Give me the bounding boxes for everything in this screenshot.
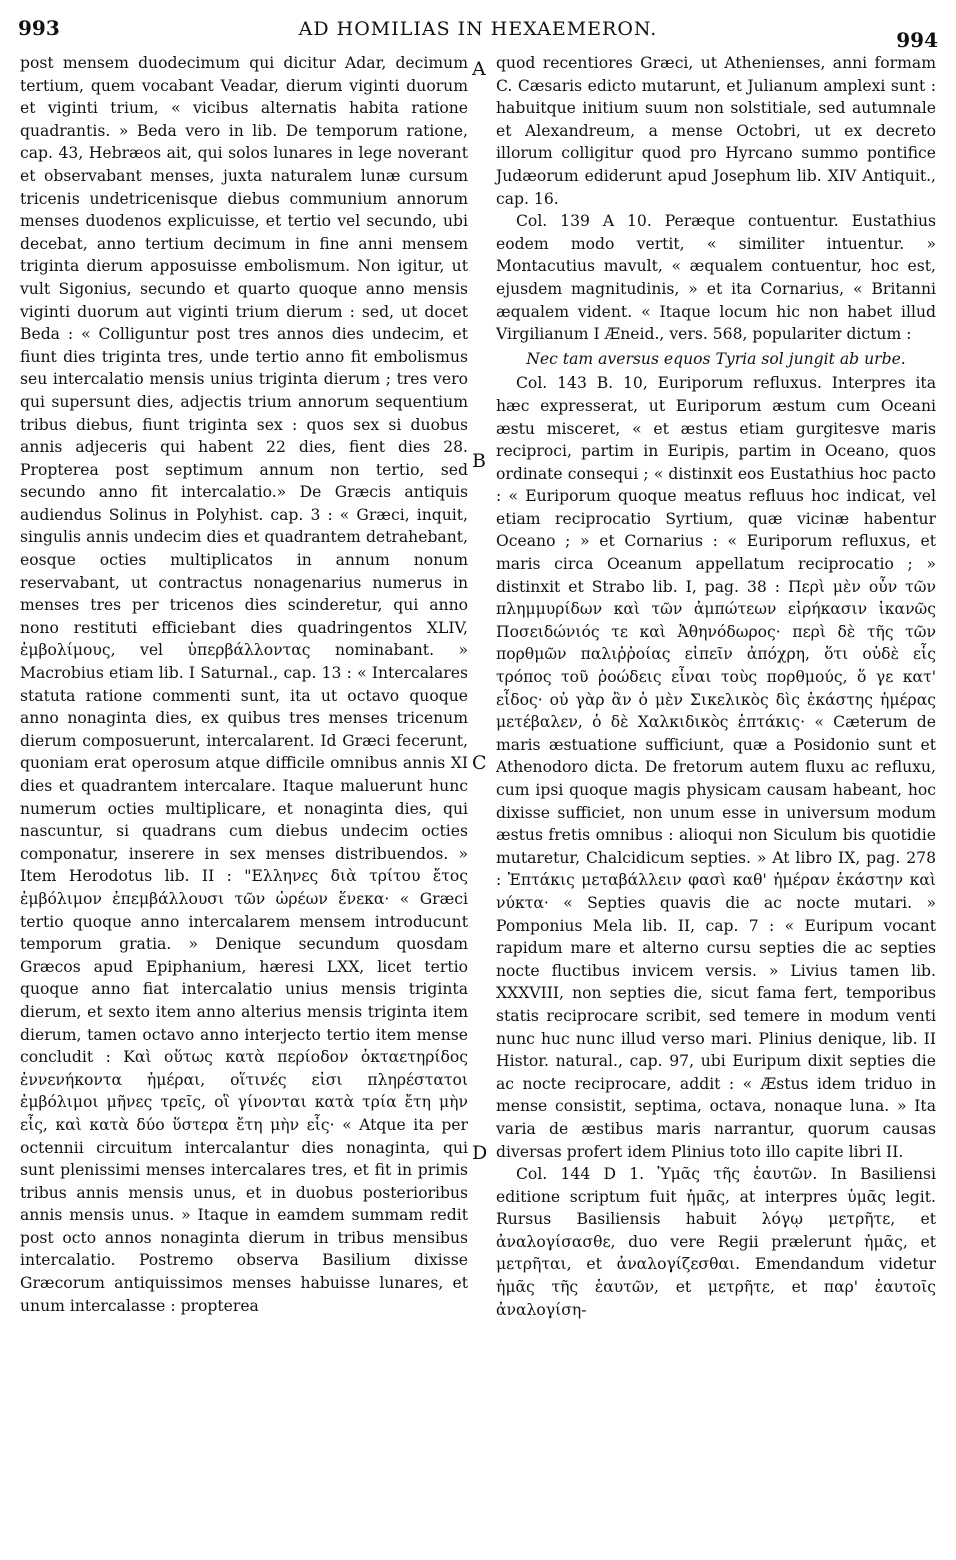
margin-marker-b: B (472, 450, 486, 472)
left-column-text: post mensem duodecimum qui dicitur Adar, decimum tertium, quem vocabant Veadar, dierum viginti duorum et viginti trium, « vicibus alternatis habita ratione quadrantis. » Beda vero in lib. De temporum ratione, cap. 43, Hebræos ait, qui solos lunares in lege noverant et observabant menses, juxta naturalem lunæ cursum tricenis undetricenisque diebus communium annorum menses duodenos explicuisse, et tertio vel secundo, ubi decebat, anno tertium decimum in fine anni mensem triginta dierum apposuisse embolismum. Non igitur, ut vult Sigonius, secundo et quarto quoque anno mensis viginti duorum aut viginti trium dierum : sed, ut docet Beda : « Colliguntur post tres annos dies undecim, et fiunt dies triginta tres, unde tertio anno fit embolismus seu intercalatio mensis unius triginta dierum ; tres vero qui supersunt dies, adjectis trium annorum sequentium tribus diebus, fiunt triginta sex : quos sex si duobus annis adjeceris qui habent 22 dies, fient dies 28. Propterea post septimum annum non tertio, sed secundo anno fit intercalatio.» De Græcis antiquis audiendus Solinus in Polyhist. cap. 3 : « Græci, inquit, singulis annis undecim dies et quadrantem detrahebant, eosque octies multiplicatos in annum nonum reservabant, ut contractus nonagenarius numerus in menses tres per tricenos dies scinderetur, qui anno nono restituti efficiebant dies quadringentos XLIV, ἐμβολίμους, vel ὑπερβάλλοντας nominabant. » Macrobius etiam lib. I Saturnal., cap. 13 : « Intercalares statuta ratione commenti sunt, ita ut octavo quoque anno nonaginta dies, ex quibus tres menses tricenum dierum composuerunt, intercalarent. Id Græci fecerunt, quoniam erat operosum atque difficile omnibus annis XI dies et quadrantem intercalare. Itaque maluerunt hunc numerum octies multiplicare, et nonaginta dies, qui nascuntur, si quadrans cum diebus undecim octies componatur, inserere in sex menses distribuendos. » Item Herodotus lib. II : "Ελληνες διὰ τρίτου ἔτος ἐμβόλιμον ἐπεμβάλλουσι τῶν ὡρέων ἕνεκα· « Græci tertio quoque anno intercalarem mensem introducunt temporum gratia. » Denique secundum quosdam Græcos apud Epiphanium, hæresi LXX, licet tertio quoque anno fiat intercalatio unius mensis triginta dierum, et sexto item anno alterius mensis triginta item dierum, tamen octavo anno interjecto tertio item mense concludit : Καὶ οὕτως κατὰ περίοδον ὀκταετηρίδος ἐννενήκοντα ἡμέραι, οἵτινές εἰσι πληρέστατοι ἐμβόλιμοι μῆνες τρεῖς, οἳ γίνονται κατὰ τρία ἔτη μὴν εἷς, καὶ κατὰ δύο ὕστερα ἔτη μὴν εἷς· « Atque ita per octennii circuitum intercalantur dies nonaginta, qui sunt plenissimi menses intercalares tres, et fit in primis tribus annis mensis unus, et in duobus posterioribus annis mensis unus. » Itaque in eamdem summam redit post octo annos nonaginta dierum in tribus mensibus intercalatio. Postremo observa Basilium dixisse Græcorum antiquissimos menses habuisse lunares, et unum intercalasse : propterea (20, 54, 468, 1315)
right-paragraph-3: Col. 143 B. 10, Euriporum refluxus. Interpres ita hæc expresserat, ut Euriporum æstum cum Oceani æstu misceret, « et æstus etiam gurgitesve maris reciproci, partim in Euripis, partim in Oceano, quos ordinate consequi ; « distinxit eos Eustathius hoc pacto : « Euriporum quoque meatus refluus hoc indicat, vel etiam reciprocatio Syrtium, quæ vicinæ habentur Oceano ; » et Cornarius : « Euriporum refluxus, et maris circa Oceanum appellatum reciprocatio ; » distinxit et Strabo lib. I, pag. 38 : Περὶ μὲν οὖν τῶν πλημμυρίδων καὶ τῶν ἀμπώτεων εἰρήκασιν ἱκανῶς Ποσειδώνιός τε καὶ Ἀθηνόδωρος· περὶ δὲ τῆς τῶν πορθμῶν παλιῤῥοίας εἰπεῖν ἀπόχρη, ὅτι οὐδὲ εἷς τρόπος τοῦ ῥοώδεις εἶναι τοὺς πορθμούς, ὅ γε κατ' εἶδος· οὐ γὰρ ἂν ὁ μὲν Σικελικὸς δὶς ἑκάστης ἡμέρας μετέβαλεν, ὁ δὲ Χαλκιδικὸς ἑπτάκις· « Cæterum de maris æstuatione sufficiunt, quæ a Posidonio sunt et Athenodoro dicta. De fretorum autem fluxu ac refluxu, cum ipsi quoque magis physicam causam habeant, hoc dixisse sufficiet, non unum esse in universum modum æstus fretis omnibus : alioqui non Siculum bis quotidie mutaretur, Chalcidicum septies. » At libro IX, pag. 278 : Ἑπτάκις μεταβάλλειν φασὶ καθ' ἡμέραν ἑκάστην καὶ νύκτα· « Septies quavis die ac nocte mutari. » Pomponius Mela lib. II, cap. 7 : « Euripum vocant rapidum mare et alterno cursu septies die ac septies nocte fluctibus invicem versis. » Livius tamen lib. XXXVIII, non septies die, sicut fama fert, temporibus statis reciprocare scribit, sed temere in modum venti nunc huc nunc illud verso mari. Plinius denique, lib. II Histor. natural., cap. 97, ubi Euripum dixit septies die ac nocte reciprocare, addit : « Æstus idem triduo in mense consistit, septima, octava, nonaque luna. » Ita varia de æstibus maris narrantur, quorum causas diversas profert idem Plinius toto illo capite libri II. (496, 374, 936, 1161)
margin-marker-c: C (472, 752, 487, 774)
verse-quote: Nec tam aversus equos Tyria sol jungit ab urbe. (526, 349, 906, 368)
page-number-right: 994 (896, 28, 938, 52)
right-column (496, 52, 936, 1321)
right-paragraph-1: quod recentiores Græci, ut Athenienses, anni formam C. Cæsaris edicto mutarunt, et Julianum amplexi sunt : habuitque initium suum non solstitiale, sed autumnale et Alexandreum, a mense Octobri, ut ex decreto illorum colligitur quod pro Hyrcano summo pontifice Judæorum ediderunt apud Josephum lib. XIV Antiquit., cap. 16. (496, 54, 936, 208)
margin-marker-d: D (472, 1142, 488, 1164)
margin-marker-a: A (472, 58, 486, 80)
page-header (0, 14, 956, 52)
page-number-left: 993 (18, 16, 60, 40)
right-paragraph-4: Col. 144 D 1. Ὑμᾶς τῆς ἑαυτῶν. In Basiliensi editione scriptum fuit ἡμᾶς, at interpres ὑμᾶς legit. Rursus Basiliensis habuit λόγῳ μετρῆτε, et ἀναλογίσασθε, duo vere Regii prælerunt ἡμᾶς, et μετρῆται, et ἀναλογίζεσθαι. Emendandum videtur ἡμᾶς τῆς ἑαυτῶν, et μετρῆτε, et παρ' ἑαυτοῖς ἀναλογίση- (496, 1165, 936, 1319)
right-paragraph-2: Col. 139 A 10. Peræque contuentur. Eustathius eodem modo vertit, « similiter intuentur. » Montacutius mavult, « æqualem contuentur, hoc est, ejusdem magnitudinis, » et ita Cornarius, « Britanni æqualem vident. « Itaque locum hic non habet illud Virgilianum I Æneid., vers. 568, populariter dictum : (496, 212, 936, 344)
left-column (20, 52, 468, 1317)
running-title: AD HOMILIAS IN HEXAEMERON. (298, 18, 658, 40)
